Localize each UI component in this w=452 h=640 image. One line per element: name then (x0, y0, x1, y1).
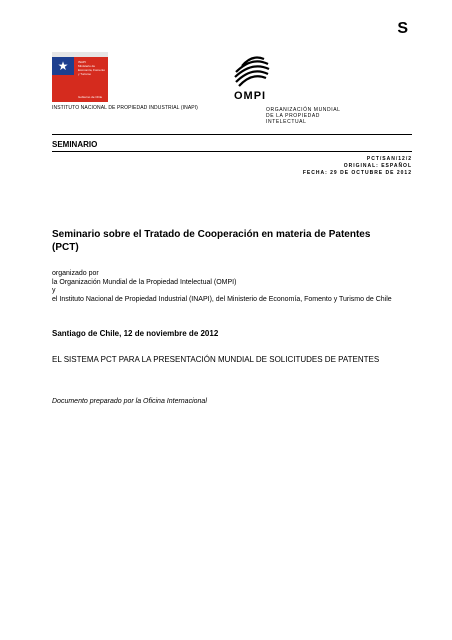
ompi-globe-icon (232, 50, 272, 90)
logo-text-line: INAPI (78, 60, 86, 64)
organizers-conjunction: y (52, 287, 56, 294)
ompi-org-line: INTELECTUAL (266, 119, 307, 125)
place-date: Santiago de Chile, 12 de noviembre de 2012 (52, 329, 219, 338)
section-label: SEMINARIO (52, 140, 98, 149)
star-icon: ★ (57, 59, 69, 73)
divider-bottom (52, 151, 412, 152)
organizers-intro: organizado por (52, 270, 99, 277)
page-title: Seminario sobre el Tratado de Cooperación en materia de Patentes (PCT) (52, 229, 371, 253)
reference-original: ORIGINAL: ESPAÑOL (343, 163, 412, 169)
logo-text-line: Economía, Fomento (78, 68, 106, 72)
organizer-ompi: la Organización Mundial de la Propiedad Intelectual (OMPI) (52, 278, 237, 286)
logo-text-line: y Turismo (78, 72, 92, 76)
prepared-by: Documento preparado por la Oficina Internacional (52, 398, 207, 405)
reference-date: FECHA: 29 DE OCTUBRE DE 2012 (302, 170, 412, 176)
logo-text-line: Ministerio de (78, 64, 96, 68)
inapi-caption: INSTITUTO NACIONAL DE PROPIEDAD INDUSTRIAL (INAPI) (52, 105, 198, 111)
ompi-org-name (266, 107, 341, 125)
reference-code: PCT/SAN/12/2 (366, 156, 412, 162)
logo-text (78, 60, 105, 76)
divider-top (52, 134, 412, 135)
ompi-org-line: ORGANIZACIÓN MUNDIAL (266, 107, 341, 113)
language-code: S (397, 20, 408, 37)
gobierno-text: Gobierno de Chile (78, 95, 103, 99)
organizer-inapi: el Instituto Nacional de Propiedad Industrial (INAPI), del Ministerio de Economía, Fomento y Turismo de Chile (52, 295, 392, 303)
organizers (52, 270, 412, 304)
logo-red-field (52, 75, 74, 102)
inapi-logo (52, 52, 108, 102)
document-reference (303, 156, 412, 177)
ompi-wordmark: OMPI (234, 90, 267, 102)
ompi-org-line: DE LA PROPIEDAD (266, 113, 321, 119)
system-title: EL SISTEMA PCT PARA LA PRESENTACIÓN MUNDIAL DE SOLICITUDES DE PATENTES (52, 355, 380, 364)
